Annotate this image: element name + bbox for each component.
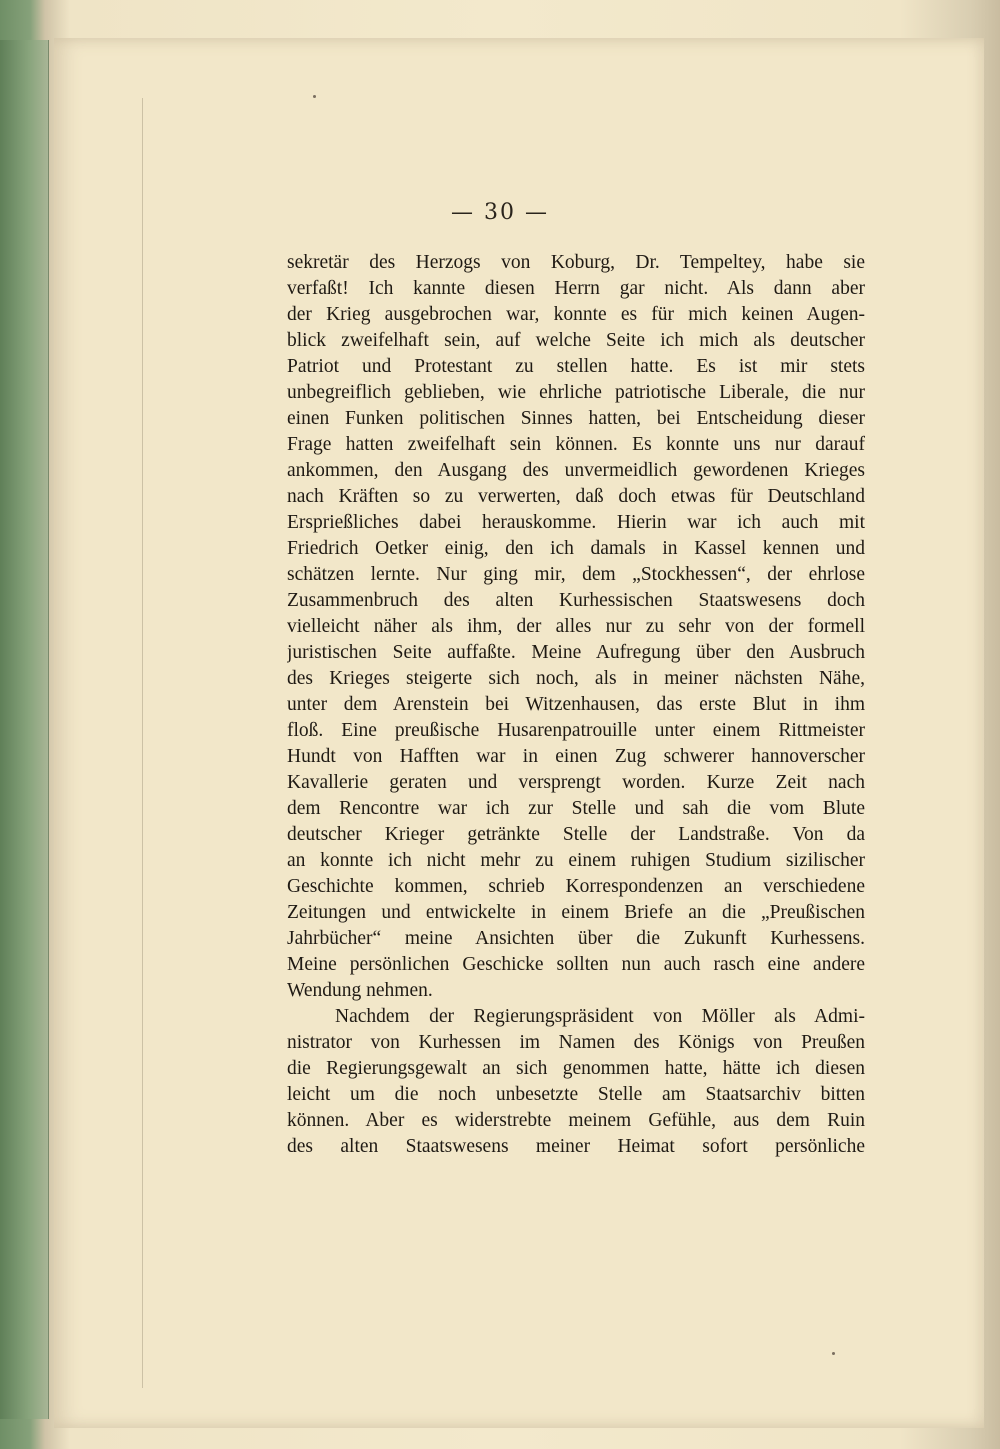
- text-line: Zusammenbruch des alten Kurhessischen Staatswesens doch: [287, 590, 865, 611]
- text-line: des Krieges steigerte sich noch, als in meiner nächsten Nähe,: [287, 668, 865, 689]
- text-line: vielleicht näher als ihm, der alles nur zu sehr von der formell: [287, 616, 865, 637]
- text-line: Friedrich Oetker einig, den ich damals in Kassel kennen und: [287, 538, 865, 559]
- page-number: — 30 —: [451, 200, 549, 225]
- text-line: an konnte ich nicht mehr zu einem ruhigen Studium sizilischer: [287, 850, 865, 871]
- text-line: die Regierungsgewalt an sich genommen hatte, hätte ich diesen: [287, 1058, 865, 1079]
- text-line: Meine persönlichen Geschicke sollten nun auch rasch eine andere: [287, 954, 865, 975]
- text-line: schätzen lernte. Nur ging mir, dem „Stockhessen“, der ehrlose: [287, 564, 865, 585]
- text-line: der Krieg ausgebrochen war, konnte es für mich keinen Augen-: [287, 304, 865, 325]
- text-line: einen Funken politischen Sinnes hatten, bei Entscheidung dieser: [287, 408, 865, 429]
- book-spine-binding: [0, 40, 49, 1419]
- text-line: verfaßt! Ich kannte diesen Herrn gar nicht. Als dann aber: [287, 278, 865, 299]
- text-line: Kavallerie geraten und versprengt worden. Kurze Zeit nach: [287, 772, 865, 793]
- text-line: Geschichte kommen, schrieb Korrespondenzen an verschiedene: [287, 876, 865, 897]
- text-line: unter dem Arenstein bei Witzenhausen, das erste Blut in ihm: [287, 694, 865, 715]
- text-line: Jahrbücher“ meine Ansichten über die Zukunft Kurhessens.: [287, 928, 865, 949]
- text-line: Ersprießliches dabei herauskomme. Hierin war ich auch mit: [287, 512, 865, 533]
- text-line: Nachdem der Regierungspräsident von Möller als Admi-: [335, 1006, 865, 1027]
- text-line: dem Rencontre war ich zur Stelle und sah die vom Blute: [287, 798, 865, 819]
- text-line: sekretär des Herzogs von Koburg, Dr. Tempeltey, habe sie: [287, 252, 865, 273]
- text-line: können. Aber es widerstrebte meinem Gefühle, aus dem Ruin: [287, 1110, 865, 1131]
- text-line: des alten Staatswesens meiner Heimat sofort persönliche: [287, 1136, 865, 1157]
- text-line: Frage hatten zweifelhaft sein können. Es konnte uns nur darauf: [287, 434, 865, 455]
- text-line: Patriot und Protestant zu stellen hatte. Es ist mir stets: [287, 356, 865, 377]
- paper-speck: [313, 95, 316, 98]
- text-line: nach Kräften so zu verwerten, daß doch etwas für Deutschland: [287, 486, 865, 507]
- text-line: Hundt von Hafften war in einen Zug schwerer hannoverscher: [287, 746, 865, 767]
- text-line: Zeitungen und entwickelte in einem Briefe an die „Preußischen: [287, 902, 865, 923]
- text-line: nistrator von Kurhessen im Namen des Königs von Preußen: [287, 1032, 865, 1053]
- text-line: unbegreiflich geblieben, wie ehrliche patriotische Liberale, die nur: [287, 382, 865, 403]
- text-line: leicht um die noch unbesetzte Stelle am Staatsarchiv bitten: [287, 1084, 865, 1105]
- text-line: blick zweifelhaft sein, auf welche Seite ich mich als deutscher: [287, 330, 865, 351]
- gutter-fold-line: [142, 98, 143, 1388]
- paper-speck: [832, 1352, 835, 1355]
- text-line: Wendung nehmen.: [287, 980, 433, 1001]
- text-line: ankommen, den Ausgang des unvermeidlich gewordenen Krieges: [287, 460, 865, 481]
- text-line: deutscher Krieger getränkte Stelle der Landstraße. Von da: [287, 824, 865, 845]
- text-line: floß. Eine preußische Husarenpatrouille unter einem Rittmeister: [287, 720, 865, 741]
- body-text: [287, 250, 865, 1160]
- text-line: juristischen Seite auffaßte. Meine Aufregung über den Ausbruch: [287, 642, 865, 663]
